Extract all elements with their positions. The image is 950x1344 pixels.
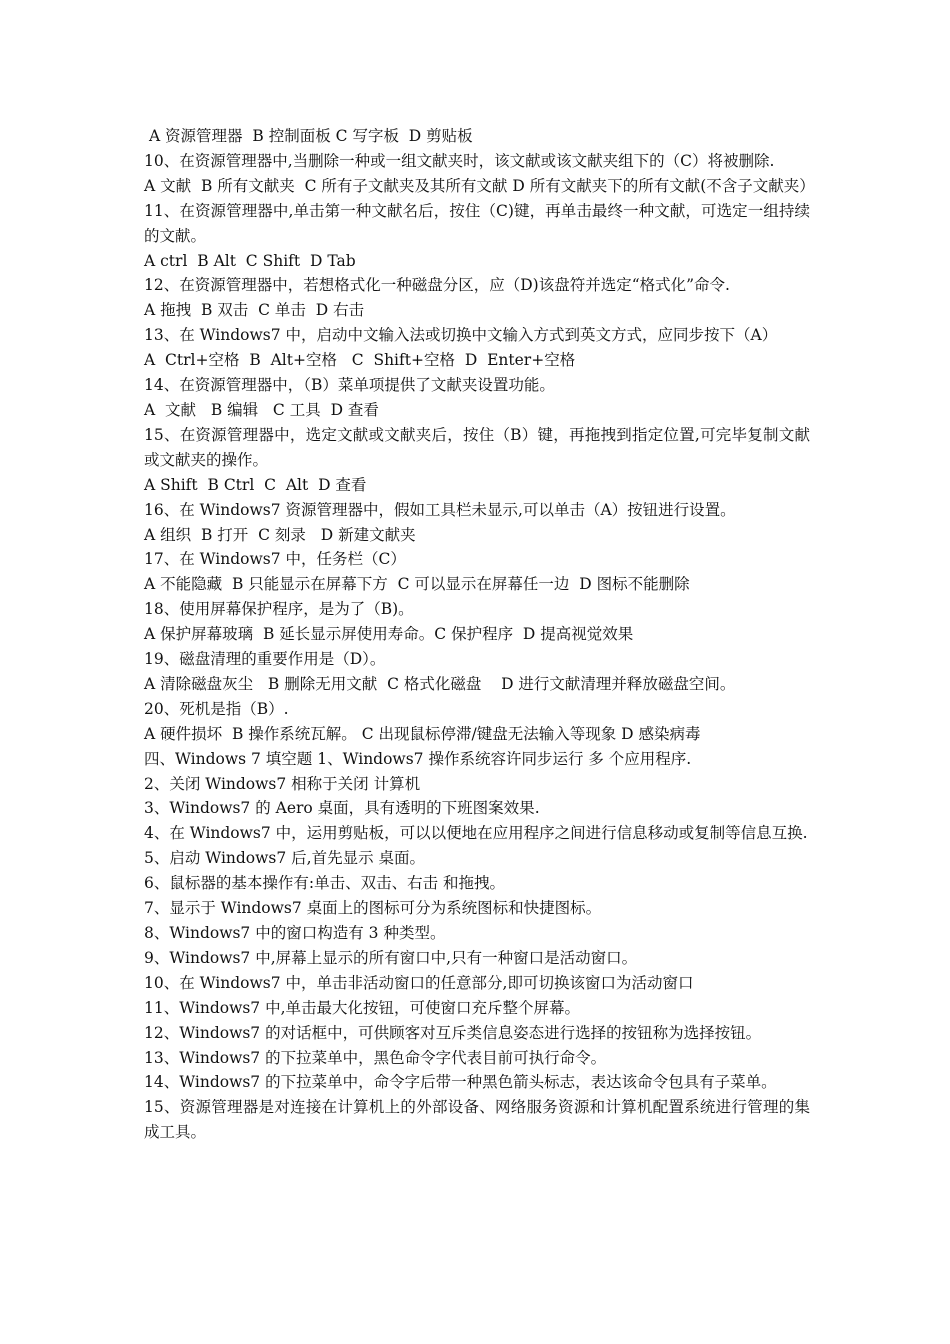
answer-options-20: A 硬件损坏 B 操作系统瓦解。 C 出现鼠标停滞/键盘无法输入等现象 D 感染病毒 (144, 724, 701, 743)
fill-in-item-13: 13、Windows7 的下拉菜单中，黑色命令字代表目前可执行命令。 (144, 1048, 607, 1067)
question-16: 16、在 Windows7 资源管理器中，假如工具栏未显示,可以单击（A）按钮进行设置。 (144, 500, 736, 519)
question-19: 19、磁盘清理的重要作用是（D）。 (144, 650, 386, 669)
question-15: 15、在资源管理器中，选定文献或文献夹后，按住（B）键，再拖拽到指定位置,可完毕复制文献或文献夹的操作。 (144, 425, 810, 469)
fill-in-item-8: 8、Windows7 中的窗口构造有 3 种类型。 (144, 924, 446, 942)
question-10: 10、在资源管理器中,当删除一种或一组文献夹时，该文献或该文献夹组下的（C）将被删除. (144, 151, 775, 170)
question-17: 17、在 Windows7 中，任务栏（C） (144, 550, 406, 569)
question-14: 14、在资源管理器中，（B）菜单项提供了文献夹设置功能。 (144, 376, 555, 395)
answer-options-19: A 清除磁盘灰尘 B 删除无用文献 C 格式化磁盘 D 进行文献清理并释放磁盘空间。 (144, 674, 736, 693)
fill-in-item-5: 5、启动 Windows7 后,首先显示 桌面。 (144, 849, 426, 868)
fill-in-item-3: 3、Windows7 的 Aero 桌面，具有透明的下班图案效果. (144, 799, 540, 818)
answer-options-14: A 文献 B 编辑 C 工具 D 查看 (144, 400, 379, 419)
answer-options-11: A ctrl B Alt C Shift D Tab (144, 251, 356, 270)
document-body (144, 124, 815, 1145)
answer-options-18: A 保护屏幕玻璃 B 延长显示屏使用寿命。C 保护程序 D 提高视觉效果 (144, 625, 634, 644)
answer-options-17: A 不能隐藏 B 只能显示在屏幕下方 C 可以显示在屏幕任一边 D 图标不能删除 (144, 575, 690, 594)
fill-in-item-11: 11、Windows7 中,单击最大化按钮，可使窗口充斥整个屏幕。 (144, 998, 581, 1017)
fill-in-item-10: 10、在 Windows7 中，单击非活动窗口的任意部分,即可切换该窗口为活动窗口 (144, 973, 694, 992)
question-12: 12、在资源管理器中，若想格式化一种磁盘分区，应（D)该盘符并选定“格式化”命令. (144, 276, 730, 295)
fill-in-item-9: 9、Windows7 中,屏幕上显示的所有窗口中,只有一种窗口是活动窗口。 (144, 948, 638, 967)
fill-in-item-7: 7、显示于 Windows7 桌面上的图标可分为系统图标和快捷图标。 (144, 899, 602, 918)
answer-options-13: A Ctrl+空格 B Alt+空格 C Shift+空格 D Enter+空格 (144, 351, 576, 370)
answer-options-12: A 拖拽 B 双击 C 单击 D 右击 (144, 301, 365, 320)
fill-in-item-4: 4、在 Windows7 中，运用剪贴板，可以以便地在应用程序之间进行信息移动或复制等信息互换. (144, 824, 808, 843)
question-18: 18、使用屏幕保护程序，是为了（B)。 (144, 600, 414, 619)
question-11: 11、在资源管理器中,单击第一种文献名后，按住（C)键，再单击最终一种文献，可选定一组持续的文献。 (144, 201, 810, 245)
question-20: 20、死机是指（B）. (144, 699, 289, 718)
answer-options-16: A 组织 B 打开 C 刻录 D 新建文献夹 (144, 525, 416, 544)
answer-options-10: A 文献 B 所有文献夹 C 所有子文献夹及其所有文献 D 所有文献夹下的所有文献(不含子文献夹） (144, 176, 815, 195)
answer-options-15: A Shift B Ctrl C Alt D 查看 (144, 475, 367, 494)
fill-in-item-15: 15、资源管理器是对连接在计算机上的外部设备、网络服务资源和计算机配置系统进行管理的集成工具。 (144, 1098, 810, 1142)
fill-in-item-12: 12、Windows7 的对话框中，可供顾客对互斥类信息姿态进行选择的按钮称为选择按钮。 (144, 1023, 762, 1042)
fill-in-item-6: 6、鼠标器的基本操作有:单击、双击、右击 和拖拽。 (144, 874, 506, 893)
question-13: 13、在 Windows7 中，启动中文输入法或切换中文输入方式到英文方式，应同步按下（A） (144, 326, 778, 345)
fill-in-item-2: 2、关闭 Windows7 相称于关闭 计算机 (144, 774, 421, 793)
answer-options-line: A 资源管理器 B 控制面板 C 写字板 D 剪贴板 (144, 127, 473, 145)
fill-in-item-14: 14、Windows7 的下拉菜单中，命令字后带一种黑色箭头标志，表达该命令包具有子菜单。 (144, 1073, 777, 1092)
section-heading-fill-in: 四、Windows 7 填空题 1、Windows7 操作系统容许同步运行 多 个应用程序. (144, 749, 692, 768)
